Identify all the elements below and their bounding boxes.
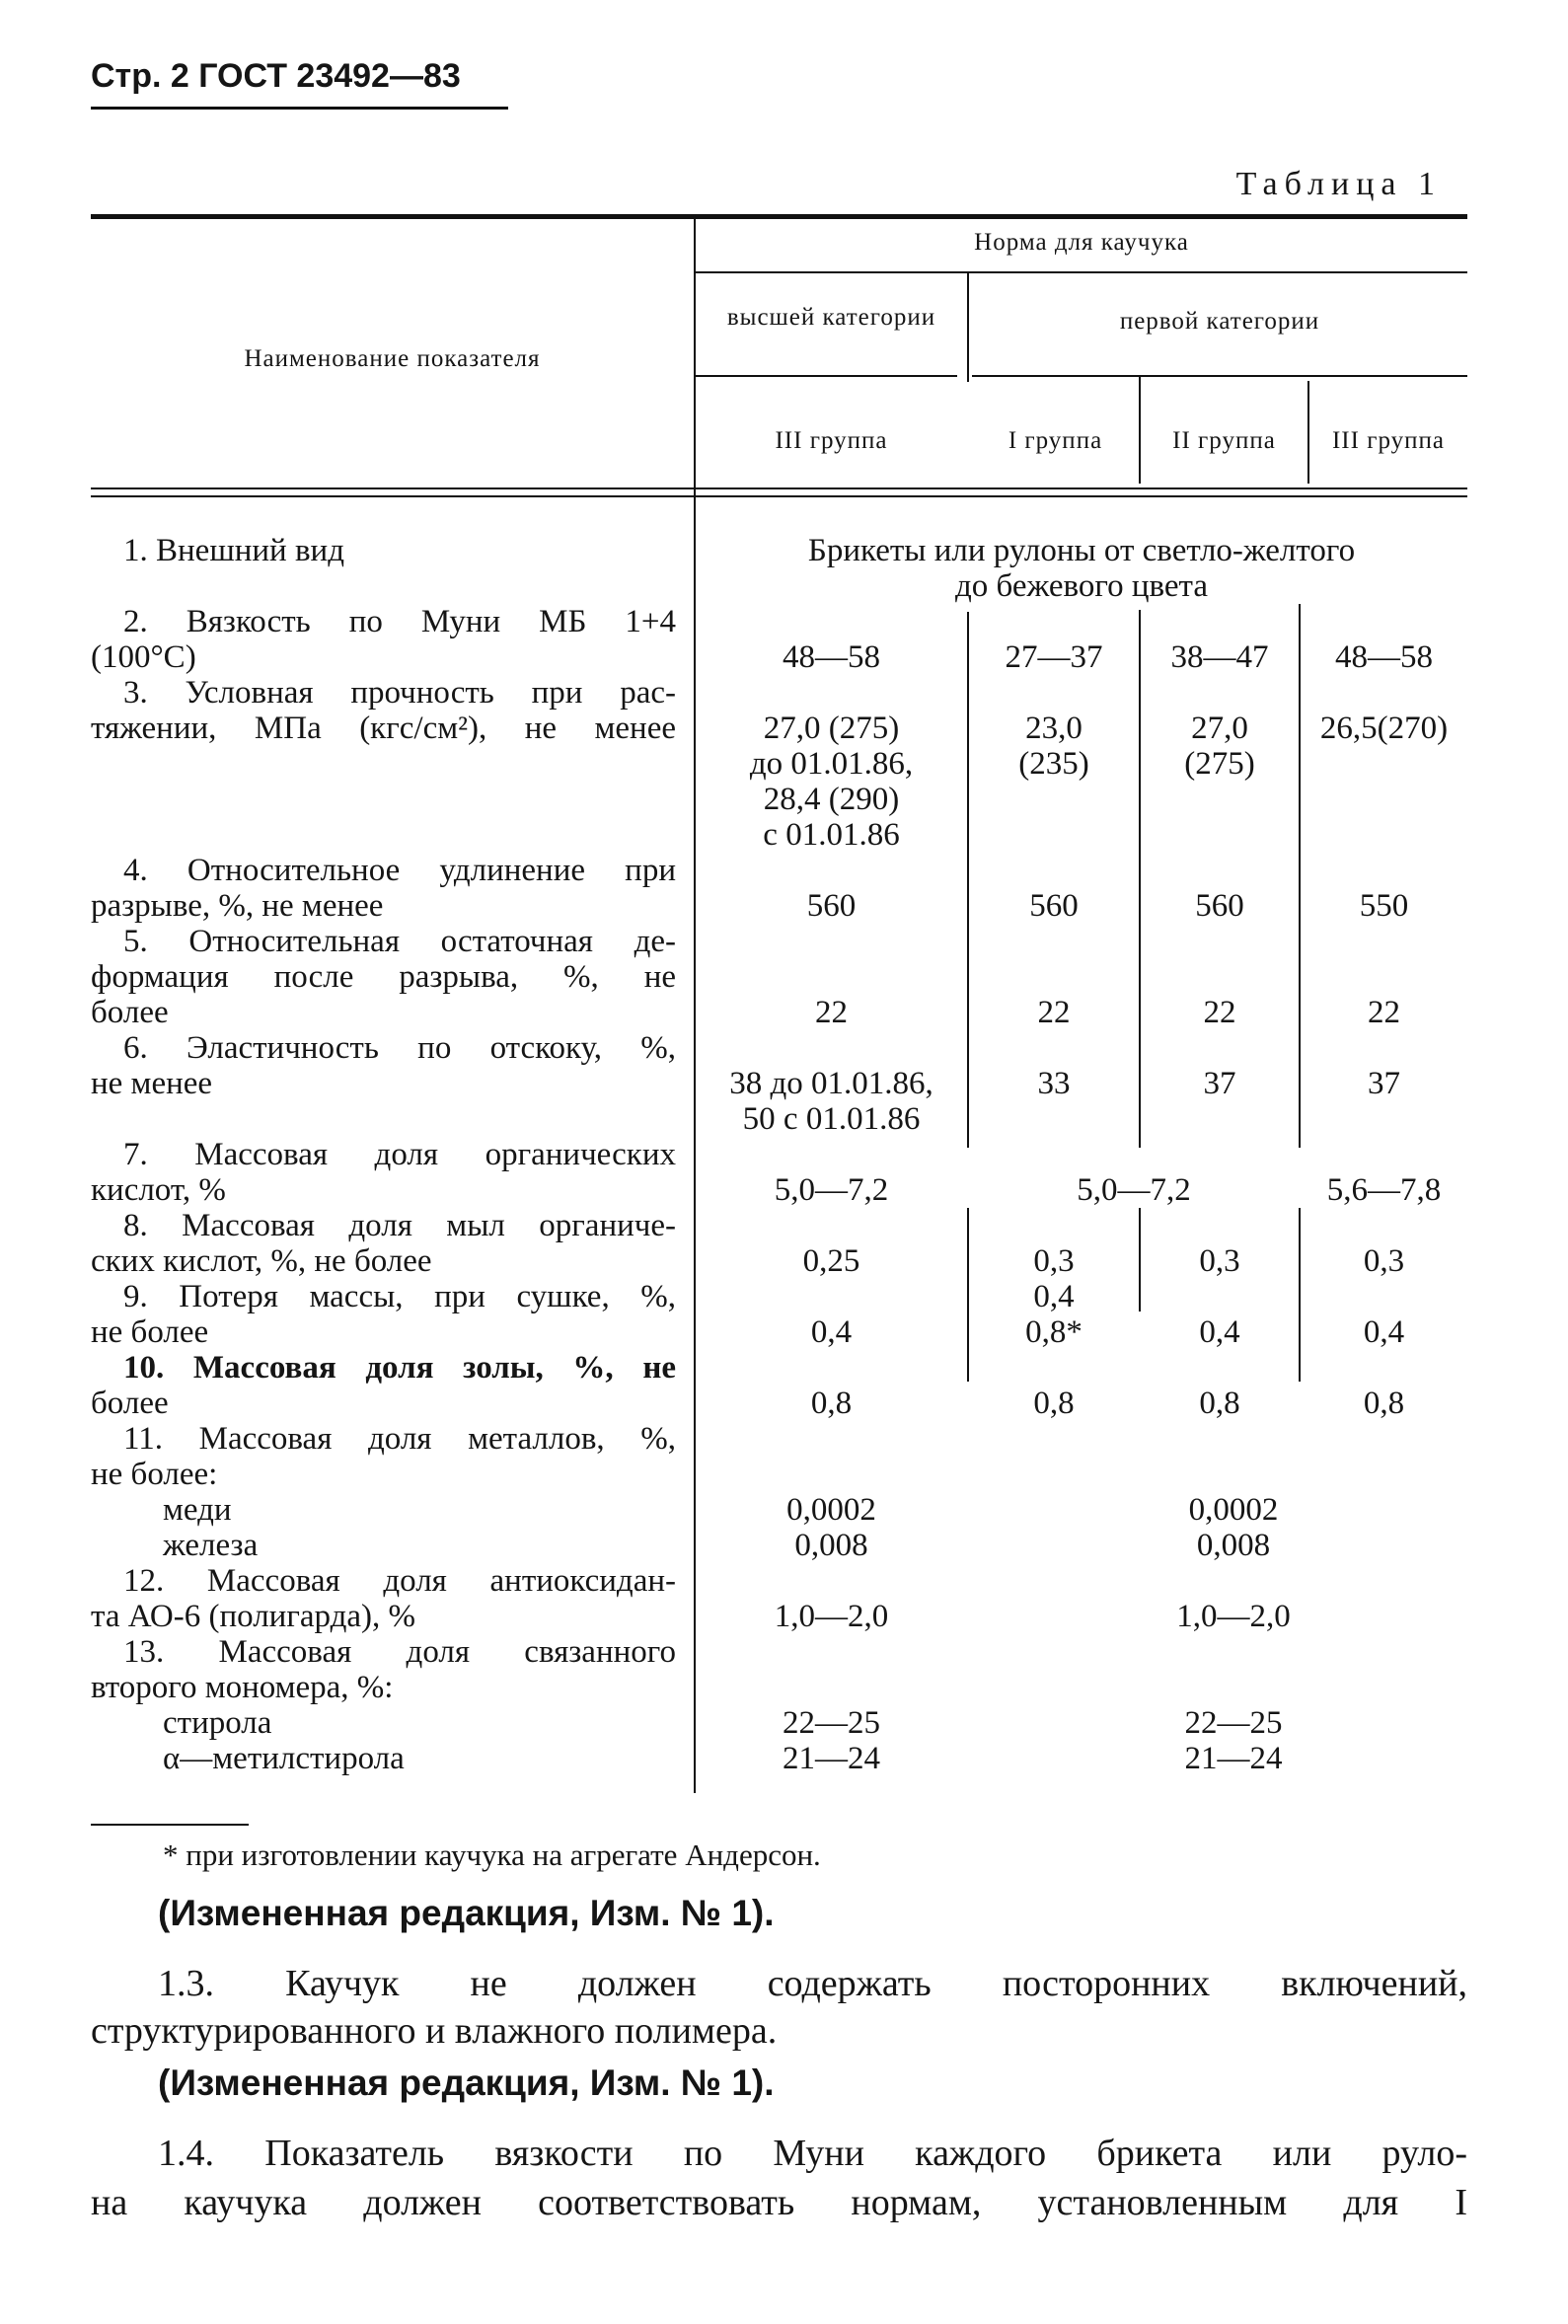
row-9-label-l1: 9. Потеря массы, при сушке, %, <box>123 1279 676 1314</box>
row-2-val-II: 38—47 <box>1170 639 1269 675</box>
row-3-val-I-l2: (235) <box>1018 746 1089 782</box>
row-3-val-III: 26,5(270) <box>1319 711 1449 746</box>
row-4-val-high: 560 <box>806 888 857 924</box>
row-4-val-III: 550 <box>1359 888 1409 924</box>
row-6-label-l2: не менее <box>91 1066 213 1101</box>
amendment-note-1: (Измененная редакция, Изм. № 1). <box>158 1893 775 1933</box>
header-norm: Норма для каучука <box>974 229 1189 256</box>
header-bottom-rule-1 <box>91 487 1467 489</box>
row-9-label-l2: не более <box>91 1314 209 1350</box>
row-10-label-l1: 10. Массовая доля золы, %, не <box>123 1350 676 1386</box>
row-9-val-III: 0,4 <box>1363 1314 1405 1350</box>
row-4-label-l1: 4. Относительное удлинение при <box>123 853 676 888</box>
header-sep-categories <box>967 273 969 382</box>
row-13-label-l2: второго мономера, %: <box>91 1670 394 1705</box>
row-2-label-l2: (100°С) <box>91 639 196 675</box>
row-5-label-l2: формация после разрыва, %, не <box>91 959 676 995</box>
row-7-label-l2: кислот, % <box>91 1172 226 1208</box>
table-caption: Таблица 1 <box>1235 166 1442 202</box>
row-12-label-l2: та АО-6 (полигарда), % <box>91 1599 415 1634</box>
row-4-label-l2: разрыве, %, не менее <box>91 888 384 924</box>
row-3-val-high-l4: с 01.01.86 <box>763 817 900 853</box>
row-9-val-II: 0,4 <box>1199 1314 1240 1350</box>
row-5-label-l1: 5. Относительная остаточная де- <box>123 924 676 959</box>
row-8-val-III: 0,3 <box>1363 1243 1405 1279</box>
row-3-val-II-l2: (275) <box>1184 746 1255 782</box>
footnote: * при изготовлении каучука на агрегате Андерсон. <box>163 1837 821 1872</box>
row-4-val-II: 560 <box>1195 888 1244 924</box>
header-group-I: I группа <box>1008 427 1103 454</box>
category-rule-high <box>696 375 957 377</box>
row-6-label-l1: 6. Эластичность по отскоку, %, <box>123 1030 676 1066</box>
row-9-val-high: 0,4 <box>810 1314 853 1350</box>
header-param-name: Наименование показателя <box>244 345 541 372</box>
row-3-label-l2: тяжении, МПа (кгс/см²), не менее <box>91 711 676 746</box>
category-rule-first <box>972 375 1467 377</box>
row-11-label-l3: меди <box>163 1492 232 1528</box>
row-7-label-l1: 7. Массовая доля органических <box>123 1137 676 1172</box>
row-11-copper-first: 0,0002 <box>1188 1492 1279 1528</box>
row-8-label-l2: ских кислот, %, не более <box>91 1243 432 1279</box>
row-10-val-III: 0,8 <box>1363 1386 1405 1421</box>
row-11-copper-high: 0,0002 <box>786 1492 876 1528</box>
row-8-label-l1: 8. Массовая доля мыл органиче- <box>123 1208 676 1243</box>
row-6-val-high-l2: 50 с 01.01.86 <box>742 1101 921 1137</box>
norm-header-rule <box>696 271 1467 273</box>
row-11-iron-high: 0,008 <box>794 1528 868 1563</box>
row-8-val-high: 0,25 <box>802 1243 860 1279</box>
page-header: Стр. 2 ГОСТ 23492—83 <box>91 57 461 95</box>
row-13-methylstyrene-high: 21—24 <box>783 1741 880 1776</box>
row-11-iron-first: 0,008 <box>1196 1528 1271 1563</box>
row-12-label-l1: 12. Массовая доля антиоксидан- <box>123 1563 676 1599</box>
row-10-label-l2: более <box>91 1386 169 1421</box>
row-7-val-III: 5,6—7,8 <box>1326 1172 1442 1208</box>
row-8-val-I: 0,3 <box>1033 1243 1075 1279</box>
row-2-val-high: 48—58 <box>783 639 880 675</box>
row-6-val-II: 37 <box>1203 1066 1236 1101</box>
header-group-III-high: III группа <box>775 427 888 454</box>
row-3-val-high-l2: до 01.01.86, <box>749 746 914 782</box>
body-sep-3b <box>1299 1208 1301 1382</box>
header-first-category: первой категории <box>1119 308 1320 335</box>
table-top-rule <box>91 214 1467 219</box>
row-3-val-I-l1: 23,0 <box>1025 711 1083 746</box>
row-13-label-l4: α—метилстирола <box>163 1741 405 1776</box>
row-10-val-I: 0,8 <box>1033 1386 1075 1421</box>
header-group-III: III группа <box>1331 427 1445 454</box>
row-5-val-II: 22 <box>1203 995 1236 1030</box>
header-group-II: II группа <box>1172 427 1276 454</box>
row-1-merged-l2: до бежевого цвета <box>954 568 1209 604</box>
row-9-val-I-l1: 0,4 <box>1033 1279 1075 1314</box>
header-rule <box>91 107 508 110</box>
row-6-val-I: 33 <box>1037 1066 1071 1101</box>
header-highest-category: высшей категории <box>726 304 936 331</box>
row-2-val-I: 27—37 <box>1005 639 1103 675</box>
row-4-val-I: 560 <box>1029 888 1079 924</box>
paragraph-1-3-line-1: 1.3. Каучук не должен содержать посторонних включений, <box>158 1963 1467 2004</box>
footnote-rule <box>91 1824 249 1826</box>
row-10-val-high: 0,8 <box>810 1386 853 1421</box>
row-5-val-I: 22 <box>1037 995 1071 1030</box>
paragraph-1-4-line-1: 1.4. Показатель вязкости по Муни каждого брикета или руло- <box>158 2133 1467 2174</box>
row-3-val-II-l1: 27,0 <box>1191 711 1248 746</box>
row-2-val-III: 48—58 <box>1335 639 1433 675</box>
row-12-val-high: 1,0—2,0 <box>774 1599 889 1634</box>
row-11-label-l2: не более: <box>91 1457 218 1492</box>
row-9-val-I-l2: 0,8* <box>1025 1314 1083 1350</box>
row-13-methylstyrene-first: 21—24 <box>1184 1741 1283 1776</box>
row-12-val-first: 1,0—2,0 <box>1176 1599 1291 1634</box>
row-3-label-l1: 3. Условная прочность при рас- <box>123 675 676 711</box>
row-5-val-III: 22 <box>1368 995 1400 1030</box>
row-1-merged-l1: Брикеты или рулоны от светло-желтого <box>807 533 1356 568</box>
row-13-label-l3: стирола <box>163 1705 272 1741</box>
row-10-val-II: 0,8 <box>1199 1386 1240 1421</box>
row-7-val-high: 5,0—7,2 <box>774 1172 889 1208</box>
paragraph-1-3-line-2: структурированного и влажного полимера. <box>91 2010 778 2052</box>
row-13-styrene-high: 22—25 <box>783 1705 880 1741</box>
row-1-label: 1. Внешний вид <box>123 533 344 568</box>
row-3-val-high-l1: 27,0 (275) <box>763 711 900 746</box>
header-bottom-rule-2 <box>91 495 1467 497</box>
row-8-val-II: 0,3 <box>1199 1243 1240 1279</box>
row-5-val-high: 22 <box>815 995 848 1030</box>
row-6-val-III: 37 <box>1368 1066 1400 1101</box>
paragraph-1-4-line-2: на каучука должен соответствовать нормам, установленным для I <box>91 2182 1467 2223</box>
row-11-label-l1: 11. Массовая доля металлов, %, <box>123 1421 676 1457</box>
row-13-label-l1: 13. Массовая доля связанного <box>123 1634 676 1670</box>
row-3-val-high-l3: 28,4 (290) <box>763 782 900 817</box>
amendment-note-2: (Измененная редакция, Изм. № 1). <box>158 2062 775 2103</box>
row-5-label-l3: более <box>91 995 169 1030</box>
row-6-val-high-l1: 38 до 01.01.86, <box>729 1066 933 1101</box>
row-7-val-I-II: 5,0—7,2 <box>1077 1172 1191 1208</box>
row-2-label-l1: 2. Вязкость по Муни МБ 1+4 <box>123 604 676 639</box>
row-11-label-l4: железа <box>163 1528 259 1563</box>
row-13-styrene-first: 22—25 <box>1184 1705 1283 1741</box>
